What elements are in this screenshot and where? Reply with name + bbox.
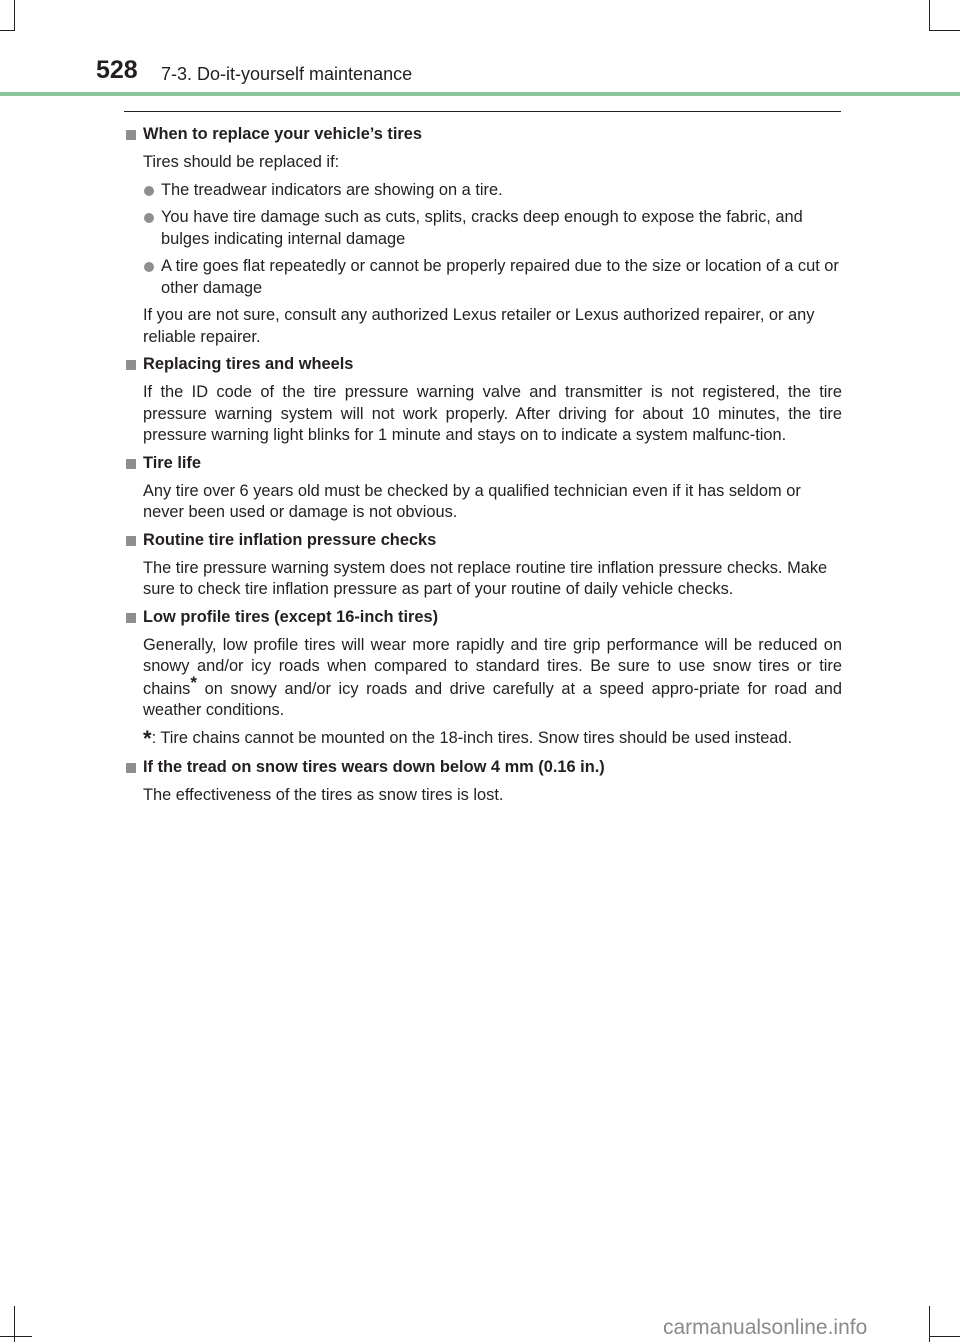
paragraph: The effectiveness of the tires as snow tires is lost. — [143, 786, 504, 804]
section-tire-life — [124, 453, 842, 524]
list-item-text: You have tire damage such as cuts, splits, cracks deep enough to expose the fabric, and bulges indicating internal damage — [161, 208, 803, 248]
section-heading — [124, 530, 842, 552]
crop-mark — [14, 0, 15, 31]
section-replacing-tires — [124, 354, 842, 447]
paragraph: Tires should be replaced if: — [143, 153, 340, 171]
page-content — [124, 124, 842, 813]
list-item-text: A tire goes flat repeatedly or cannot be properly repaired due to the size or location of a cut or other damage — [161, 257, 839, 297]
paragraph — [143, 635, 842, 722]
section-title: 7-3. Do-it-yourself maintenance — [161, 64, 413, 84]
section-heading-text: If the tread on snow tires wears down below 4 mm (0.16 in.) — [143, 758, 605, 776]
square-bullet-icon — [126, 459, 136, 469]
footnote — [143, 725, 842, 751]
section-low-profile-tires — [124, 607, 842, 750]
list-item — [124, 256, 842, 299]
section-snow-tires — [124, 757, 842, 807]
footnote-mark: * — [190, 672, 198, 692]
square-bullet-icon — [126, 763, 136, 773]
content-top-rule — [124, 111, 841, 112]
crop-mark — [929, 30, 960, 31]
page-number: 528 — [96, 56, 138, 84]
paragraph-text: Generally, low profile tires will wear more rapidly and tire grip performance will be reduced on snowy and/or icy roads when compared to standard tires. Be sure to use snow tires or tire chains — [143, 635, 842, 698]
section-heading-text: Replacing tires and wheels — [143, 355, 354, 373]
watermark: carmanualsonline.info — [663, 1316, 868, 1339]
paragraph: Any tire over 6 years old must be checked by a qualified technician even if it has seldom or never been used or damage is not obvious. — [143, 481, 801, 521]
list-item — [124, 207, 842, 250]
paragraph-text: on snowy and/or icy roads and drive carefully at a speed appro-priate for road and weather conditions. — [143, 679, 842, 719]
crop-mark — [0, 30, 15, 31]
footnote-mark: * — [143, 725, 152, 751]
crop-mark — [929, 0, 930, 31]
section-heading — [124, 124, 842, 146]
section-when-to-replace — [124, 124, 842, 348]
paragraph: If the ID code of the tire pressure warning valve and transmitter is not registered, the tire pressure warning system will not work properly. After driving for about 10 minutes, the tire pressure warning light blinks for 1 minute and stays on to indicate a system malfunc-tion. — [143, 383, 842, 444]
section-routine-checks — [124, 530, 842, 601]
round-bullet-icon — [144, 186, 154, 196]
page-header — [0, 52, 960, 98]
square-bullet-icon — [126, 536, 136, 546]
crop-mark — [929, 1336, 960, 1337]
section-heading — [124, 354, 842, 376]
round-bullet-icon — [144, 213, 154, 223]
crop-mark — [0, 1336, 32, 1337]
section-heading — [124, 757, 842, 779]
paragraph: The tire pressure warning system does not replace routine tire inflation pressure checks. Make sure to check tire inflation pressure as part of your routine of daily vehicle checks. — [143, 558, 828, 598]
round-bullet-icon — [144, 262, 154, 272]
square-bullet-icon — [126, 130, 136, 140]
square-bullet-icon — [126, 613, 136, 623]
list-item — [124, 180, 842, 202]
section-heading — [124, 453, 842, 475]
footnote-text: : Tire chains cannot be mounted on the 18-inch tires. Snow tires should be used instead. — [151, 728, 793, 747]
square-bullet-icon — [126, 360, 136, 370]
section-heading-text: Low profile tires (except 16-inch tires) — [143, 607, 439, 626]
header-rule — [0, 92, 960, 96]
section-heading-text: When to replace your vehicle’s tires — [143, 125, 423, 143]
paragraph: If you are not sure, consult any authorized Lexus retailer or Lexus authorized repairer, or any reliable repairer. — [143, 306, 815, 346]
section-heading-text: Tire life — [143, 453, 201, 472]
list-item-text: The treadwear indicators are showing on a tire. — [161, 180, 503, 199]
section-heading — [124, 607, 842, 629]
section-heading-text: Routine tire inflation pressure checks — [143, 530, 437, 549]
